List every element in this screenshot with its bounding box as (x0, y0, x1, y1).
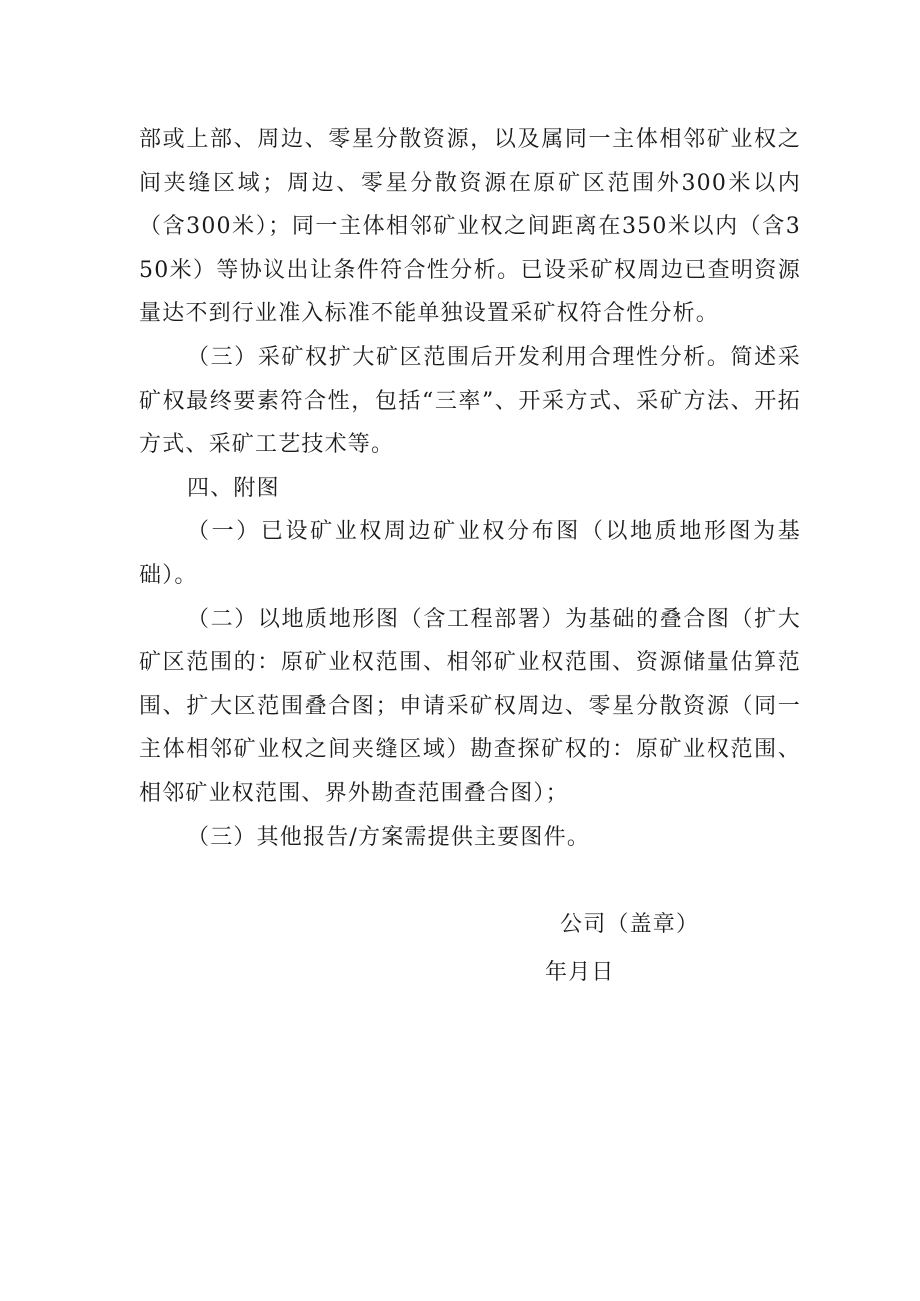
paragraph-continuation: 部或上部、周边、零星分散资源，以及属同一主体相邻矿业权之间夹缝区域；周边、零星分散资源在原矿区范围外300米以内（含300米）；同一主体相邻矿业权之间距离在350米以内（含350米）等协议出让条件符合性分析。已设采矿权周边已查明资源量达不到行业准入标准不能单独设置采矿权符合性分析。 (139, 127, 801, 327)
section-heading-attached-figures: 四、附图 (187, 475, 280, 501)
signature-company-seal: 公司（盖章） (560, 912, 700, 937)
paragraph-development-rationality: （三）采矿权扩大矿区范围后开发利用合理性分析。简述采矿权最终要素符合性，包括“三率”、开采方式、采矿方法、开拓方式、采矿工艺技术等。 (139, 344, 801, 458)
paragraph-figure-distribution-map: （一）已设矿业权周边矿业权分布图（以地质地形图为基础）。 (139, 519, 801, 588)
signature-date: 年月日 (545, 960, 615, 985)
paragraph-figure-other-attachments: （三）其他报告/方案需提供主要图件。 (187, 824, 591, 850)
document-body (139, 118, 801, 859)
paragraph-figure-overlay-map: （二）以地质地形图（含工程部署）为基础的叠合图（扩大矿区范围的：原矿业权范围、相邻矿业权范围、资源储量估算范围、扩大区范围叠合图；申请采矿权周边、零星分散资源（同一主体相邻矿业权之间夹缝区域）勘查探矿权的：原矿业权范围、相邻矿业权范围、界外勘查范围叠合图）； (139, 606, 801, 806)
